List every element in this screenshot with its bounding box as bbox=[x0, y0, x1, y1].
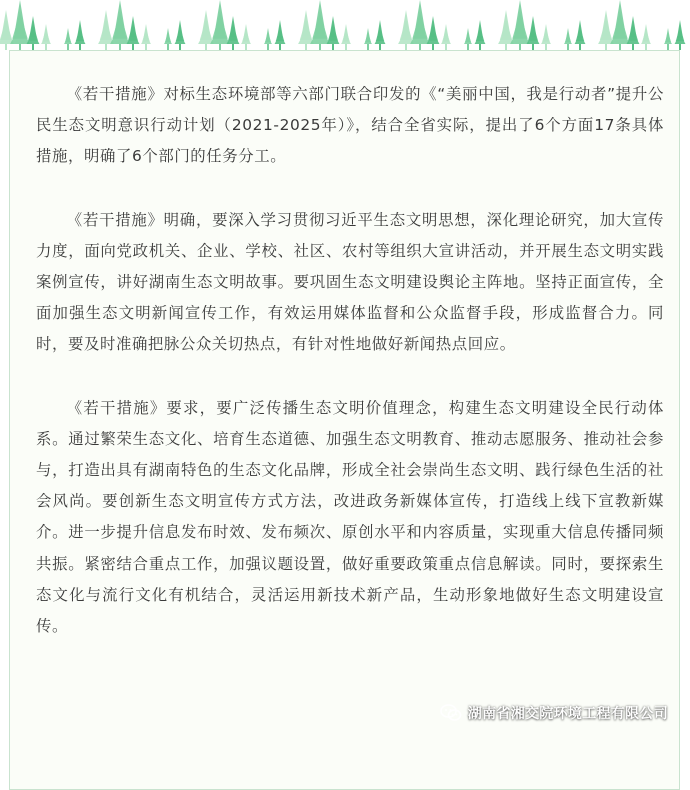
tree-border-decoration bbox=[0, 0, 690, 52]
source-watermark bbox=[440, 703, 668, 723]
tree-icon bbox=[10, 0, 30, 50]
tree-icon bbox=[527, 16, 540, 50]
tree-icon bbox=[275, 20, 286, 50]
wechat-icon bbox=[440, 704, 462, 722]
tree-icon bbox=[64, 28, 72, 50]
tree-icon bbox=[164, 28, 172, 50]
tree-icon bbox=[127, 16, 140, 50]
article-paragraph-1: 《若干措施》对标生态环境部等六部门联合印发的《“美丽中国，我是行动者”提升公民生态文明意识行动计划（2021-2025年）》，结合全省实际，提出了6个方面17条具体措施，明确了6个部门的任务分工。 bbox=[36, 85, 664, 166]
tree-icon bbox=[175, 20, 186, 50]
tree-icon bbox=[610, 0, 630, 50]
tree-icon bbox=[441, 24, 451, 50]
tree-icon bbox=[327, 16, 340, 50]
tree-icon bbox=[410, 0, 430, 50]
article-paragraph-3: 《若干措施》要求，要广泛传播生态文明价值理念，构建生态文明建设全民行动体系。通过繁荣生态文化、培育生态道德、加强生态文明教育、推动志愿服务、推动社会参与，打造出具有湖南特色的生态文化品牌，形成全社会崇尚生态文明、践行绿色生活的社会风尚。要创新生态文明宣传方式方法，改进政务新媒体宣传，打造线上线下宣教新媒介。进一步提升信息发布时效、发布频次、原创水平和内容质量，实现重大信息传播同频共振。紧密结合重点工作，加强议题设置，做好重要政策重点信息解读。同时，要探索生态文化与流行文化有机结合，灵活运用新技术新产品，生动形象地做好生态文明建设宣传。 bbox=[36, 398, 664, 636]
tree-icon bbox=[575, 20, 586, 50]
tree-icon bbox=[310, 0, 330, 50]
tree-icon bbox=[227, 16, 240, 50]
tree-icon bbox=[75, 20, 86, 50]
tree-icon bbox=[41, 24, 51, 50]
tree-icon bbox=[641, 24, 651, 50]
tree-icon bbox=[264, 28, 272, 50]
article-body bbox=[36, 79, 664, 642]
article-paragraph-2: 《若干措施》明确，要深入学习贯彻习近平生态文明思想，深化理论研究，加大宣传力度，面向党政机关、企业、学校、社区、农村等组织大宣讲活动，并开展生态文明实践案例宣传，讲好湖南生态文明故事。要巩固生态文明建设舆论主阵地。坚持正面宣传，全面加强生态文明新闻宣传工作，有效运用媒体监督和公众监督手段，形成监督合力。同时，要及时准确把脉公众关切热点，有针对性地做好新闻热点回应。 bbox=[36, 210, 664, 354]
tree-icon bbox=[475, 20, 486, 50]
tree-icon bbox=[141, 24, 151, 50]
tree-icon bbox=[210, 0, 230, 50]
watermark-text: 湖南省湘交院环境工程有限公司 bbox=[467, 706, 668, 722]
tree-icon bbox=[464, 28, 472, 50]
tree-icon bbox=[541, 24, 551, 50]
tree-icon bbox=[510, 0, 530, 50]
tree-icon bbox=[110, 0, 130, 50]
tree-icon bbox=[675, 20, 686, 50]
tree-icon bbox=[427, 16, 440, 50]
tree-icon bbox=[27, 16, 40, 50]
tree-icon bbox=[241, 24, 251, 50]
tree-icon bbox=[627, 16, 640, 50]
tree-icon bbox=[375, 20, 386, 50]
tree-icon bbox=[564, 28, 572, 50]
tree-icon bbox=[364, 28, 372, 50]
tree-icon bbox=[664, 28, 672, 50]
tree-row-icon bbox=[0, 0, 690, 52]
tree-icon bbox=[341, 24, 351, 50]
